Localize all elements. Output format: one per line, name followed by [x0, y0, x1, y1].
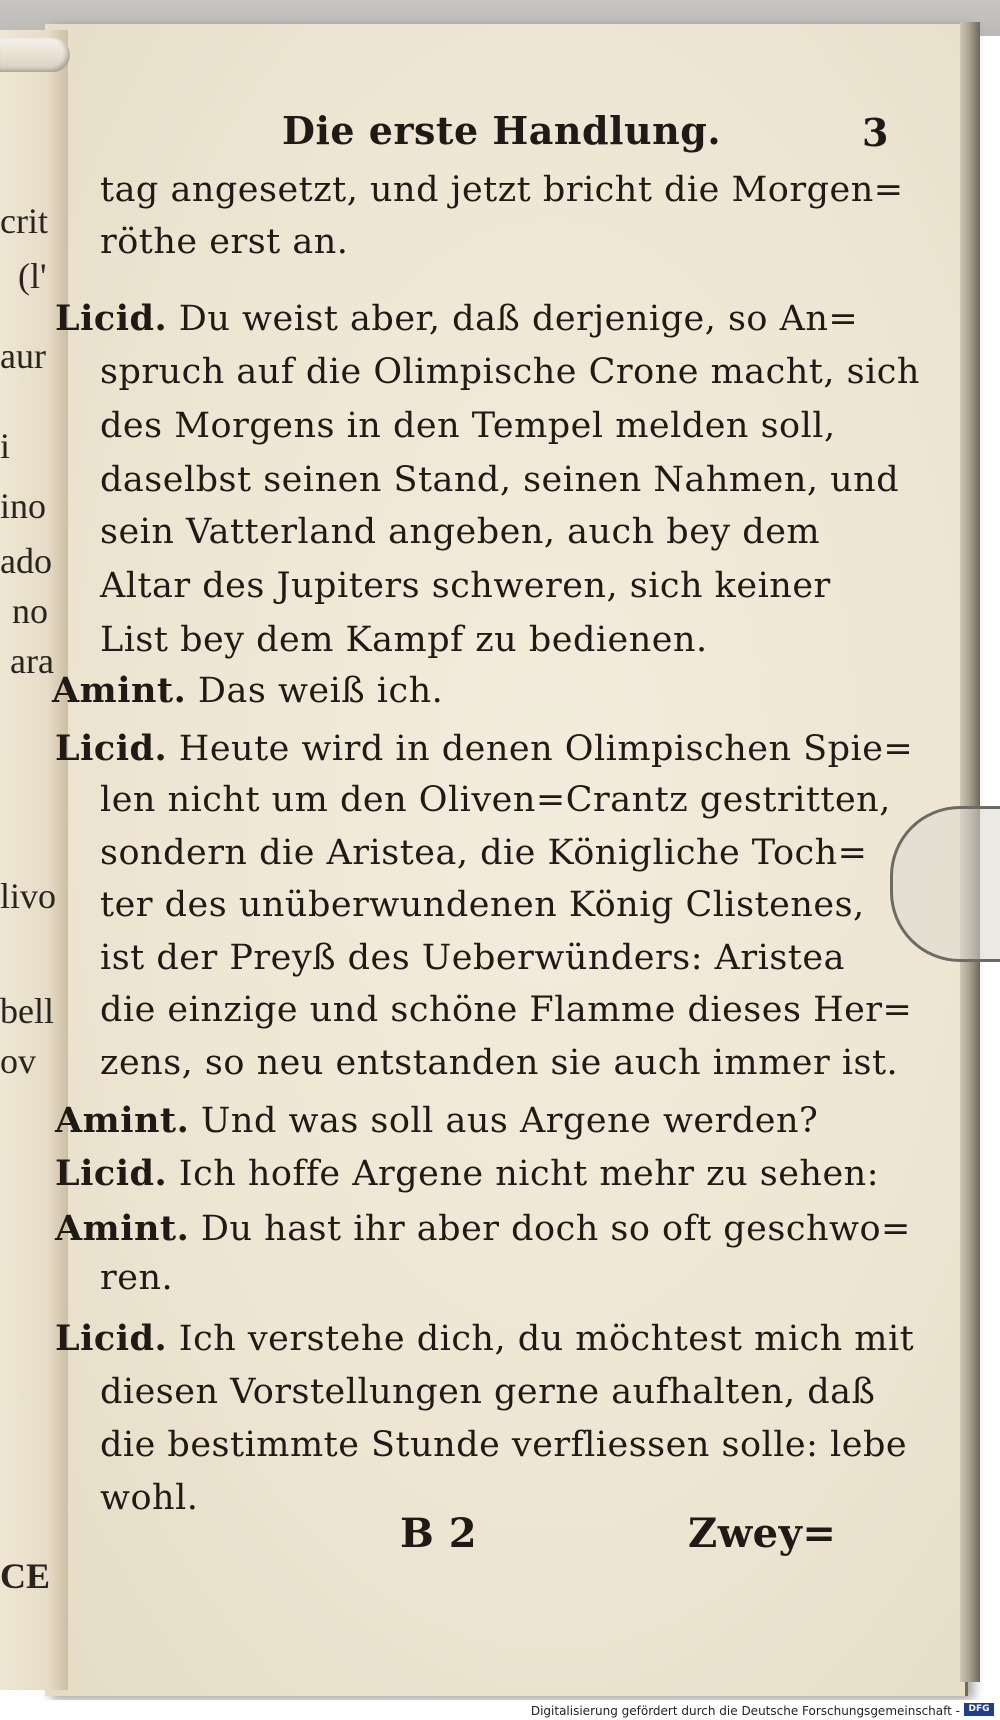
text-line	[100, 938, 845, 978]
line-text: Ich hoffe Argene nicht mehr zu sehen:	[167, 1154, 879, 1194]
text-line	[55, 1100, 818, 1141]
text-line	[100, 1372, 875, 1412]
facing-page-fragment: livo	[0, 876, 57, 916]
facing-page-fragment: ara	[10, 641, 54, 681]
text-line	[100, 780, 891, 820]
line-text: Und was soll aus Argene werden?	[189, 1101, 819, 1141]
catchword: Zwey=	[688, 1510, 837, 1557]
footer-credit: Digitalisierung gefördert durch die Deutsche Forschungsgemeinschaft -	[530, 1704, 960, 1718]
text-line	[100, 352, 920, 392]
speaker-name: Amint.	[55, 1100, 190, 1141]
speaker-name: Amint.	[52, 670, 187, 711]
dfg-logo: DFG	[964, 1703, 994, 1716]
text-line	[100, 170, 904, 210]
page-number: 3	[862, 110, 889, 155]
line-text: ist der Preyß des Ueberwünders: Aristea	[100, 938, 845, 978]
signature-mark: B 2	[400, 1510, 478, 1557]
line-text: ren.	[100, 1258, 174, 1298]
facing-page-fragment: bell	[0, 991, 54, 1031]
speaker-name: Licid.	[55, 728, 168, 769]
text-line	[100, 990, 912, 1030]
facing-page-fragment: aur	[0, 336, 46, 376]
line-text: des Morgens in den Tempel melden soll,	[100, 406, 836, 446]
text-line	[100, 406, 836, 446]
text-line	[100, 1043, 898, 1083]
text-line	[100, 460, 899, 500]
speaker-name: Licid.	[55, 1318, 168, 1359]
line-text: len nicht um den Oliven=Crantz gestritten,	[100, 780, 891, 820]
text-line	[100, 222, 348, 262]
text-line	[52, 670, 443, 711]
running-header: Die erste Handlung.	[282, 108, 722, 153]
text-line	[55, 1153, 879, 1194]
line-text: ter des unüberwundenen König Clistenes,	[100, 885, 865, 925]
text-line	[55, 728, 913, 769]
line-text: Du weist aber, daß derjenige, so An=	[167, 299, 859, 339]
line-text: spruch auf die Olimpische Crone macht, sich	[100, 352, 920, 392]
text-line	[55, 298, 858, 339]
text-line	[100, 620, 708, 660]
line-text: die bestimmte Stunde verfliessen solle: lebe	[100, 1425, 908, 1465]
line-text: sein Vatterland angeben, auch bey dem	[100, 512, 821, 552]
facing-page-fragment: ino	[0, 486, 47, 526]
line-text: die einzige und schöne Flamme dieses Her=	[100, 990, 913, 1030]
line-text: sondern die Aristea, die Königliche Toch=	[100, 833, 868, 873]
facing-page-fragment: (l'	[18, 256, 47, 296]
line-text: röthe erst an.	[100, 222, 349, 262]
text-line	[100, 566, 831, 606]
text-line	[100, 885, 865, 925]
line-text: daselbst seinen Stand, seinen Nahmen, und	[100, 460, 900, 500]
facing-page-fragment: crit	[0, 201, 48, 241]
facing-page-fragment: i	[0, 426, 11, 466]
speaker-name: Licid.	[55, 1153, 168, 1194]
line-text: Du hast ihr aber doch so oft geschwo=	[189, 1209, 911, 1249]
line-text: Heute wird in denen Olimpischen Spie=	[167, 729, 914, 769]
line-text: diesen Vorstellungen gerne aufhalten, daß	[100, 1372, 876, 1412]
line-text: Altar des Jupiters schweren, sich keiner	[100, 566, 831, 606]
text-line	[55, 1208, 911, 1249]
line-text: zens, so neu entstanden sie auch immer ist.	[100, 1043, 899, 1083]
line-text: Das weiß ich.	[186, 671, 444, 711]
facing-page-fragment: CE	[0, 1556, 51, 1596]
speaker-name: Licid.	[55, 298, 168, 339]
facing-page-fragment: ado	[0, 541, 52, 581]
line-text: List bey dem Kampf zu bedienen.	[100, 620, 708, 660]
line-text: wohl.	[100, 1478, 199, 1518]
page-curl	[0, 38, 70, 72]
facing-page-fragment: no	[12, 591, 48, 631]
text-line	[100, 1425, 907, 1465]
text-line	[100, 1258, 173, 1298]
line-text: tag angesetzt, und jetzt bricht die Morgen=	[100, 170, 904, 210]
text-line	[100, 512, 820, 552]
line-text: Ich verstehe dich, du möchtest mich mit	[167, 1319, 915, 1359]
facing-page	[0, 30, 68, 1690]
text-line	[55, 1318, 914, 1359]
text-line	[100, 1478, 198, 1518]
text-line	[100, 833, 867, 873]
facing-page-fragment: ov	[0, 1041, 36, 1081]
speaker-name: Amint.	[55, 1208, 190, 1249]
